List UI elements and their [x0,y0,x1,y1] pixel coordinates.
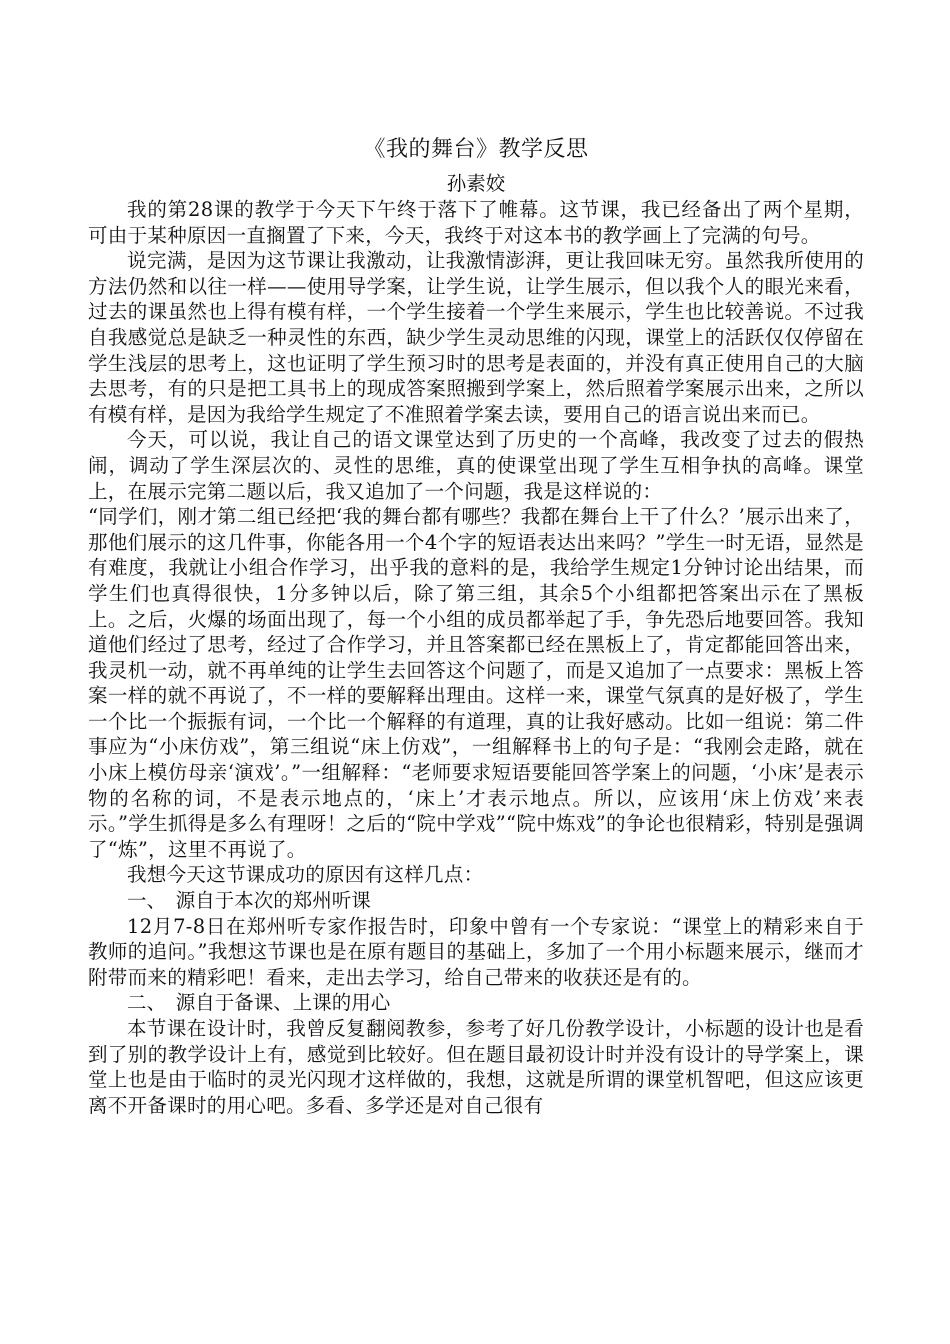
section-title-2: 源自于备课、上课的用心 [175,991,391,1015]
section-text-2: 本节课在设计时，我曾反复翻阅教参，参考了好几份教学设计，小标题的设计也是看到了别的教学设计上有，感觉到比较好。但在题目最初设计时并没有设计的导学案上，课堂上也是由于临时的灵光闪现才这样做的，我想，这就是所谓的课堂机智吧，但这应该更离不开备课时的用心吧。多看、多学还是对自己很有 [88,1017,864,1117]
paragraph-classroom-story: “同学们，刚才第二组已经把‘我的舞台都有哪些？我都在舞台上干了什么？’展示出来了，那他们展示的这几件事，你能各用一个4个字的短语表达出来吗？”学生一时无语，显然是有难度，我就让小组合作学习，出乎我的意料的是，我给学生规定1分钟讨论出结果，而学生们也真得很快，1分多钟以后，除了第三组，其余5个小组都把答案出示在了黑板上。之后，火爆的场面出现了，每一个小组的成员都举起了手，争先恐后地要回答。我知道他们经过了思考，经过了合作学习，并且答案都已经在黑板上了，肯定都能回答出来，我灵机一动，就不再单纯的让学生去回答这个问题了，而是又追加了一点要求：黑板上答案一样的就不再说了，不一样的要解释出理由。这样一来，课堂气氛真的是好极了，学生一个比一个振振有词，一个比一个解释的有道理，真的让我好感动。比如一组说：第二件事应为“小床仿戏”，第三组说“床上仿戏”，一组解释书上的句子是：“我刚会走路，就在小床上模仿母亲‘演戏’。”一组解释：“老师要求短语要能回答学案上的问题，‘小床’是表示物的名称的词，不是表示地点的，‘床上’才表示地点。所以，应该用‘床上仿戏’来表示。”学生抓得是多么有理呀！之后的“院中学戏”“院中炼戏”的争论也很精彩，特别是强调了“炼”，这里不再说了。 [88,505,864,861]
section-number-2: 二、 [127,991,167,1015]
section-title-1: 源自于本次的郑州听课 [175,889,371,913]
section-number-1: 一、 [127,889,167,913]
paragraph-intro: 我的第28课的教学于今天下午终于落下了帷幕。这节课，我已经备出了两个星期，可由于某种原因一直搁置了下来，今天，我终于对这本书的教学画上了完满的句号。 [88,198,864,247]
document-title: 《我的舞台》教学反思 [363,137,589,162]
paragraph-reason: 说完满，是因为这节课让我激动，让我激情澎湃，更让我回味无穷。虽然我所使用的方法仍然和以往一样——使用导学案，让学生说，让学生展示，但以我个人的眼光来看，过去的课虽然也上得有模有样，一个学生接着一个学生来展示，学生也比较善说。不过我自我感觉总是缺乏一种灵性的东西，缺少学生灵动思维的闪现，课堂上的活跃仅仅停留在学生浅层的思考上，这也证明了学生预习时的思考是表面的，并没有真正使用自己的大脑去思考，有的只是把工具书上的现成答案照搬到学案上，然后照着学案展示出来，之所以有模有样，是因为我给学生规定了不准照着学案去读，要用自己的语言说出来而已。 [88,249,864,426]
section-text-1: 12月7-8日在郑州听专家作报告时，印象中曾有一个专家说：“课堂上的精彩来自于教师的追问。”我想这节课也是在原有题目的基础上，多加了一个用小标题来展示，继而才附带而来的精彩吧！看来，走出去学习，给自己带来的收获还是有的。 [88,914,864,989]
author-name: 孙素姣 [446,172,506,195]
document-page [88,134,864,1118]
section-heading-1 [88,888,864,914]
section-heading-2 [88,990,864,1016]
paragraph-success-reasons: 我想今天这节课成功的原因有这样几点： [127,863,484,887]
paragraph-today: 今天，可以说，我让自己的语文课堂达到了历史的一个高峰，我改变了过去的假热闹，调动了学生深层次的、灵性的思维，真的使课堂出现了学生互相争执的高峰。课堂上，在展示完第二题以后，我又追加了一个问题，我是这样说的： [88,428,864,503]
